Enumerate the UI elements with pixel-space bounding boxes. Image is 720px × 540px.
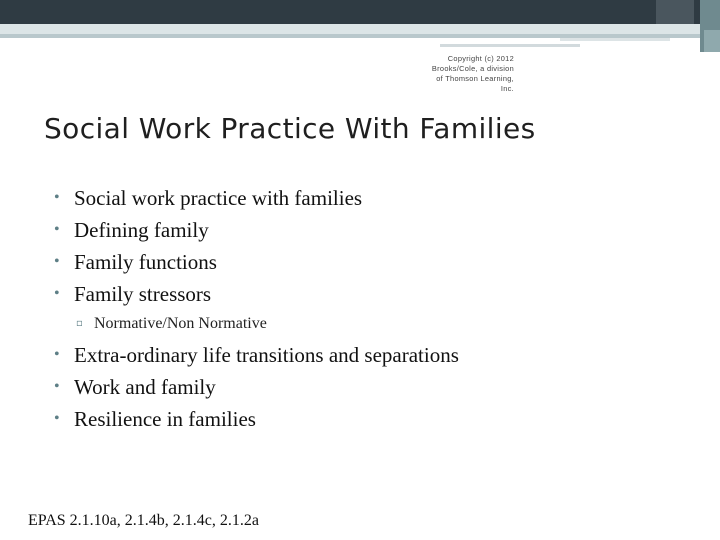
bullet-item bbox=[54, 214, 694, 246]
copyright-line: Inc. bbox=[500, 84, 514, 93]
bullet-label: Work and family bbox=[74, 375, 216, 399]
bullet-dot-icon: • bbox=[54, 189, 60, 206]
bullet-item bbox=[54, 278, 694, 310]
sub-bullet-item bbox=[54, 313, 694, 335]
band-accent-line bbox=[440, 44, 580, 47]
bullet-label: Defining family bbox=[74, 218, 209, 242]
band-accent-line bbox=[560, 38, 670, 41]
top-band-teal bbox=[0, 24, 720, 34]
copyright-line: Copyright (c) 2012 bbox=[447, 54, 514, 63]
bullet-dot-icon: • bbox=[54, 221, 60, 238]
copyright-line: of Thomson Learning, bbox=[436, 74, 514, 83]
slide-title: Social Work Practice With Families bbox=[44, 112, 536, 145]
bullet-dot-icon: • bbox=[54, 285, 60, 302]
bullet-item bbox=[54, 339, 694, 371]
sub-bullet-label: Normative/Non Normative bbox=[94, 315, 267, 332]
bullet-dot-icon: • bbox=[54, 378, 60, 395]
epas-footer: EPAS 2.1.10a, 2.1.4b, 2.1.4c, 2.1.2a bbox=[28, 512, 259, 529]
copyright-line: Brooks/Cole, a division bbox=[431, 64, 514, 73]
square-bullet-icon: ▫ bbox=[76, 318, 83, 329]
bullet-dot-icon: • bbox=[54, 410, 60, 427]
bullet-label: Family stressors bbox=[74, 282, 212, 306]
band-corner-block bbox=[656, 0, 694, 24]
band-corner-block bbox=[704, 30, 720, 52]
top-band-dark bbox=[0, 0, 720, 24]
bullet-label: Extra-ordinary life transitions and separations bbox=[74, 343, 459, 367]
bullet-label: Social work practice with families bbox=[74, 186, 363, 210]
bullet-item bbox=[54, 371, 694, 403]
bullet-dot-icon: • bbox=[54, 253, 60, 270]
bullet-label: Family functions bbox=[74, 250, 217, 274]
copyright-notice bbox=[418, 54, 514, 94]
bullet-item bbox=[54, 182, 694, 214]
bullet-list bbox=[54, 182, 694, 435]
bullet-item bbox=[54, 403, 694, 435]
bullet-label: Resilience in families bbox=[74, 407, 256, 431]
bullet-item bbox=[54, 246, 694, 278]
bullet-dot-icon: • bbox=[54, 346, 60, 363]
